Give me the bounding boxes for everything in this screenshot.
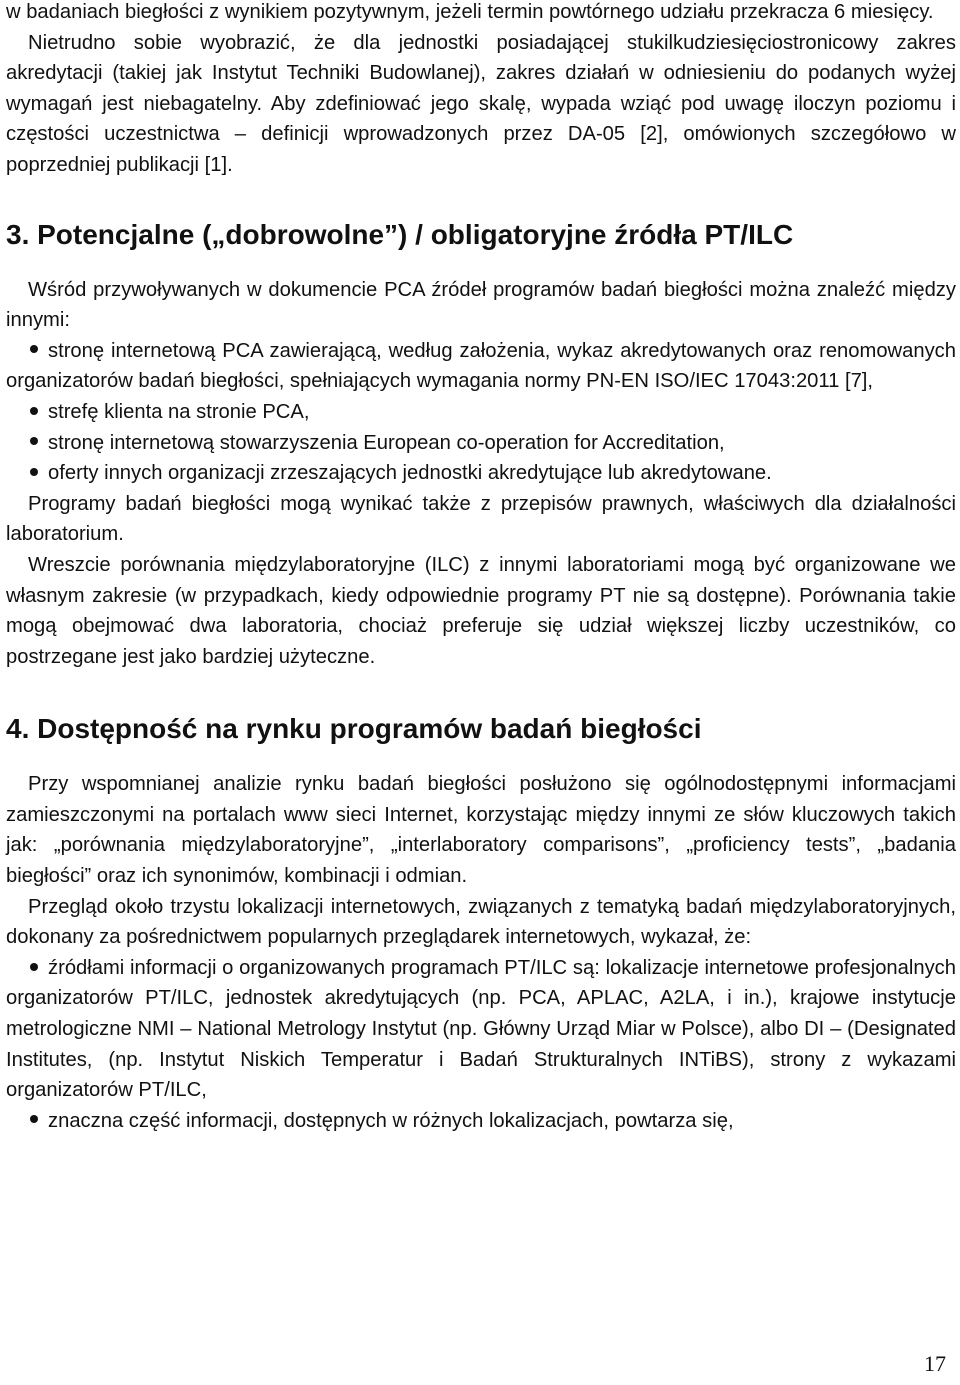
section-3-bullet-list	[6, 336, 956, 489]
bullet-icon	[30, 407, 38, 415]
document-page	[6, 0, 956, 1136]
list-item-text: stronę internetową stowarzyszenia European co-operation for Accreditation,	[48, 431, 725, 454]
list-item-text: oferty innych organizacji zrzeszających jednostki akredytujące lub akredytowane.	[48, 462, 772, 485]
bullet-icon	[30, 468, 38, 476]
list-item	[6, 953, 956, 1106]
section-3-paragraph-ilc: Wreszcie porównania międzylaboratoryjne (ILC) z innymi laboratoriami mogą być organizowane we własnym zakresie (w przypadkach, kiedy odpowiednie programy PT nie są dostępne). Porównania takie mogą obejmować dwa laboratoria, chociaż preferuje się udział większej liczby uczestników, co postrzegane jest jako bardziej użyteczne.	[6, 553, 956, 668]
list-item-text: źródłami informacji o organizowanych programach PT/ILC są: lokalizacje internetowe profesjonalnych organizatorów PT/ILC, jednostek akredytujących (np. PCA, APLAC, A2LA, i in.), krajowe instytucje metrologiczne NMI – National Metrology Instytut (np. Główny Urząd Miar w Polsce), albo DI – (Designated Institutes, (np. Instytut Niskich Temperatur i Badań Strukturalnych INTiBS), strony z wykazami organizatorów PT/ILC,	[6, 956, 956, 1102]
section-4-paragraph-1: Przy wspomnianej analizie rynku badań biegłości posłużono się ogólnodostępnymi informacjami zamieszczonymi na portalach www sieci Internet, korzystając między innymi ze słów kluczowych takich jak: „porównania międzylaboratoryjne”, „interlaboratory comparisons”, „proficiency tests”, „badania biegłości” oraz ich synonimów, kombinacji i odmian.	[6, 773, 956, 888]
page-number: 17	[924, 1351, 946, 1376]
section-3-heading: 3. Potencjalne („dobrowolne”) / obligatoryjne źródła PT/ILC	[6, 218, 794, 250]
section-4-bullet-list	[6, 953, 956, 1137]
section-3-paragraph-legal: Programy badań biegłości mogą wynikać także z przepisów prawnych, właściwych dla działalności laboratorium.	[6, 492, 956, 546]
section-3-lead: Wśród przywoływanych w dokumencie PCA źródeł programów badań biegłości można znaleźć między innymi:	[6, 278, 956, 332]
list-item	[6, 458, 956, 489]
intro-paragraph-2: Nietrudno sobie wyobrazić, że dla jednostki posiadającej stukilkudziesięciostronicowy zakres akredytacji (takiej jak Instytut Techniki Budowlanej), zakres działań w odniesieniu do podanych wyżej wymagań jest niebagatelny. Aby zdefiniować jego skalę, wypada wziąć pod uwagę iloczyn poziomu i częstości uczestnictwa – definicji wprowadzonych przez DA-05 [2], omówionych szczegółowo w poprzedniej publikacji [1].	[6, 31, 956, 176]
list-item	[6, 336, 956, 397]
bullet-icon	[30, 437, 38, 445]
bullet-icon	[30, 1115, 38, 1123]
list-item-text: stronę internetową PCA zawierającą, według założenia, wykaz akredytowanych oraz renomowanych organizatorów badań biegłości, spełniających wymagania normy PN-EN ISO/IEC 17043:2011 [7],	[6, 339, 956, 393]
list-item	[6, 1106, 956, 1137]
list-item-text: strefę klienta na stronie PCA,	[48, 400, 310, 423]
section-4-heading: 4. Dostępność na rynku programów badań biegłości	[6, 713, 702, 745]
list-item	[6, 397, 956, 428]
list-item-text: znaczna część informacji, dostępnych w różnych lokalizacjach, powtarza się,	[48, 1109, 734, 1132]
bullet-icon	[30, 963, 38, 971]
section-4-paragraph-2: Przegląd około trzystu lokalizacji internetowych, związanych z tematyką badań międzylaboratoryjnych, dokonany za pośrednictwem popularnych przeglądarek internetowych, wykazał, że:	[6, 895, 956, 949]
intro-paragraph-1: w badaniach biegłości z wynikiem pozytywnym, jeżeli termin powtórnego udziału przekracza 6 miesięcy.	[6, 1, 934, 23]
bullet-icon	[30, 345, 38, 353]
list-item	[6, 428, 956, 459]
